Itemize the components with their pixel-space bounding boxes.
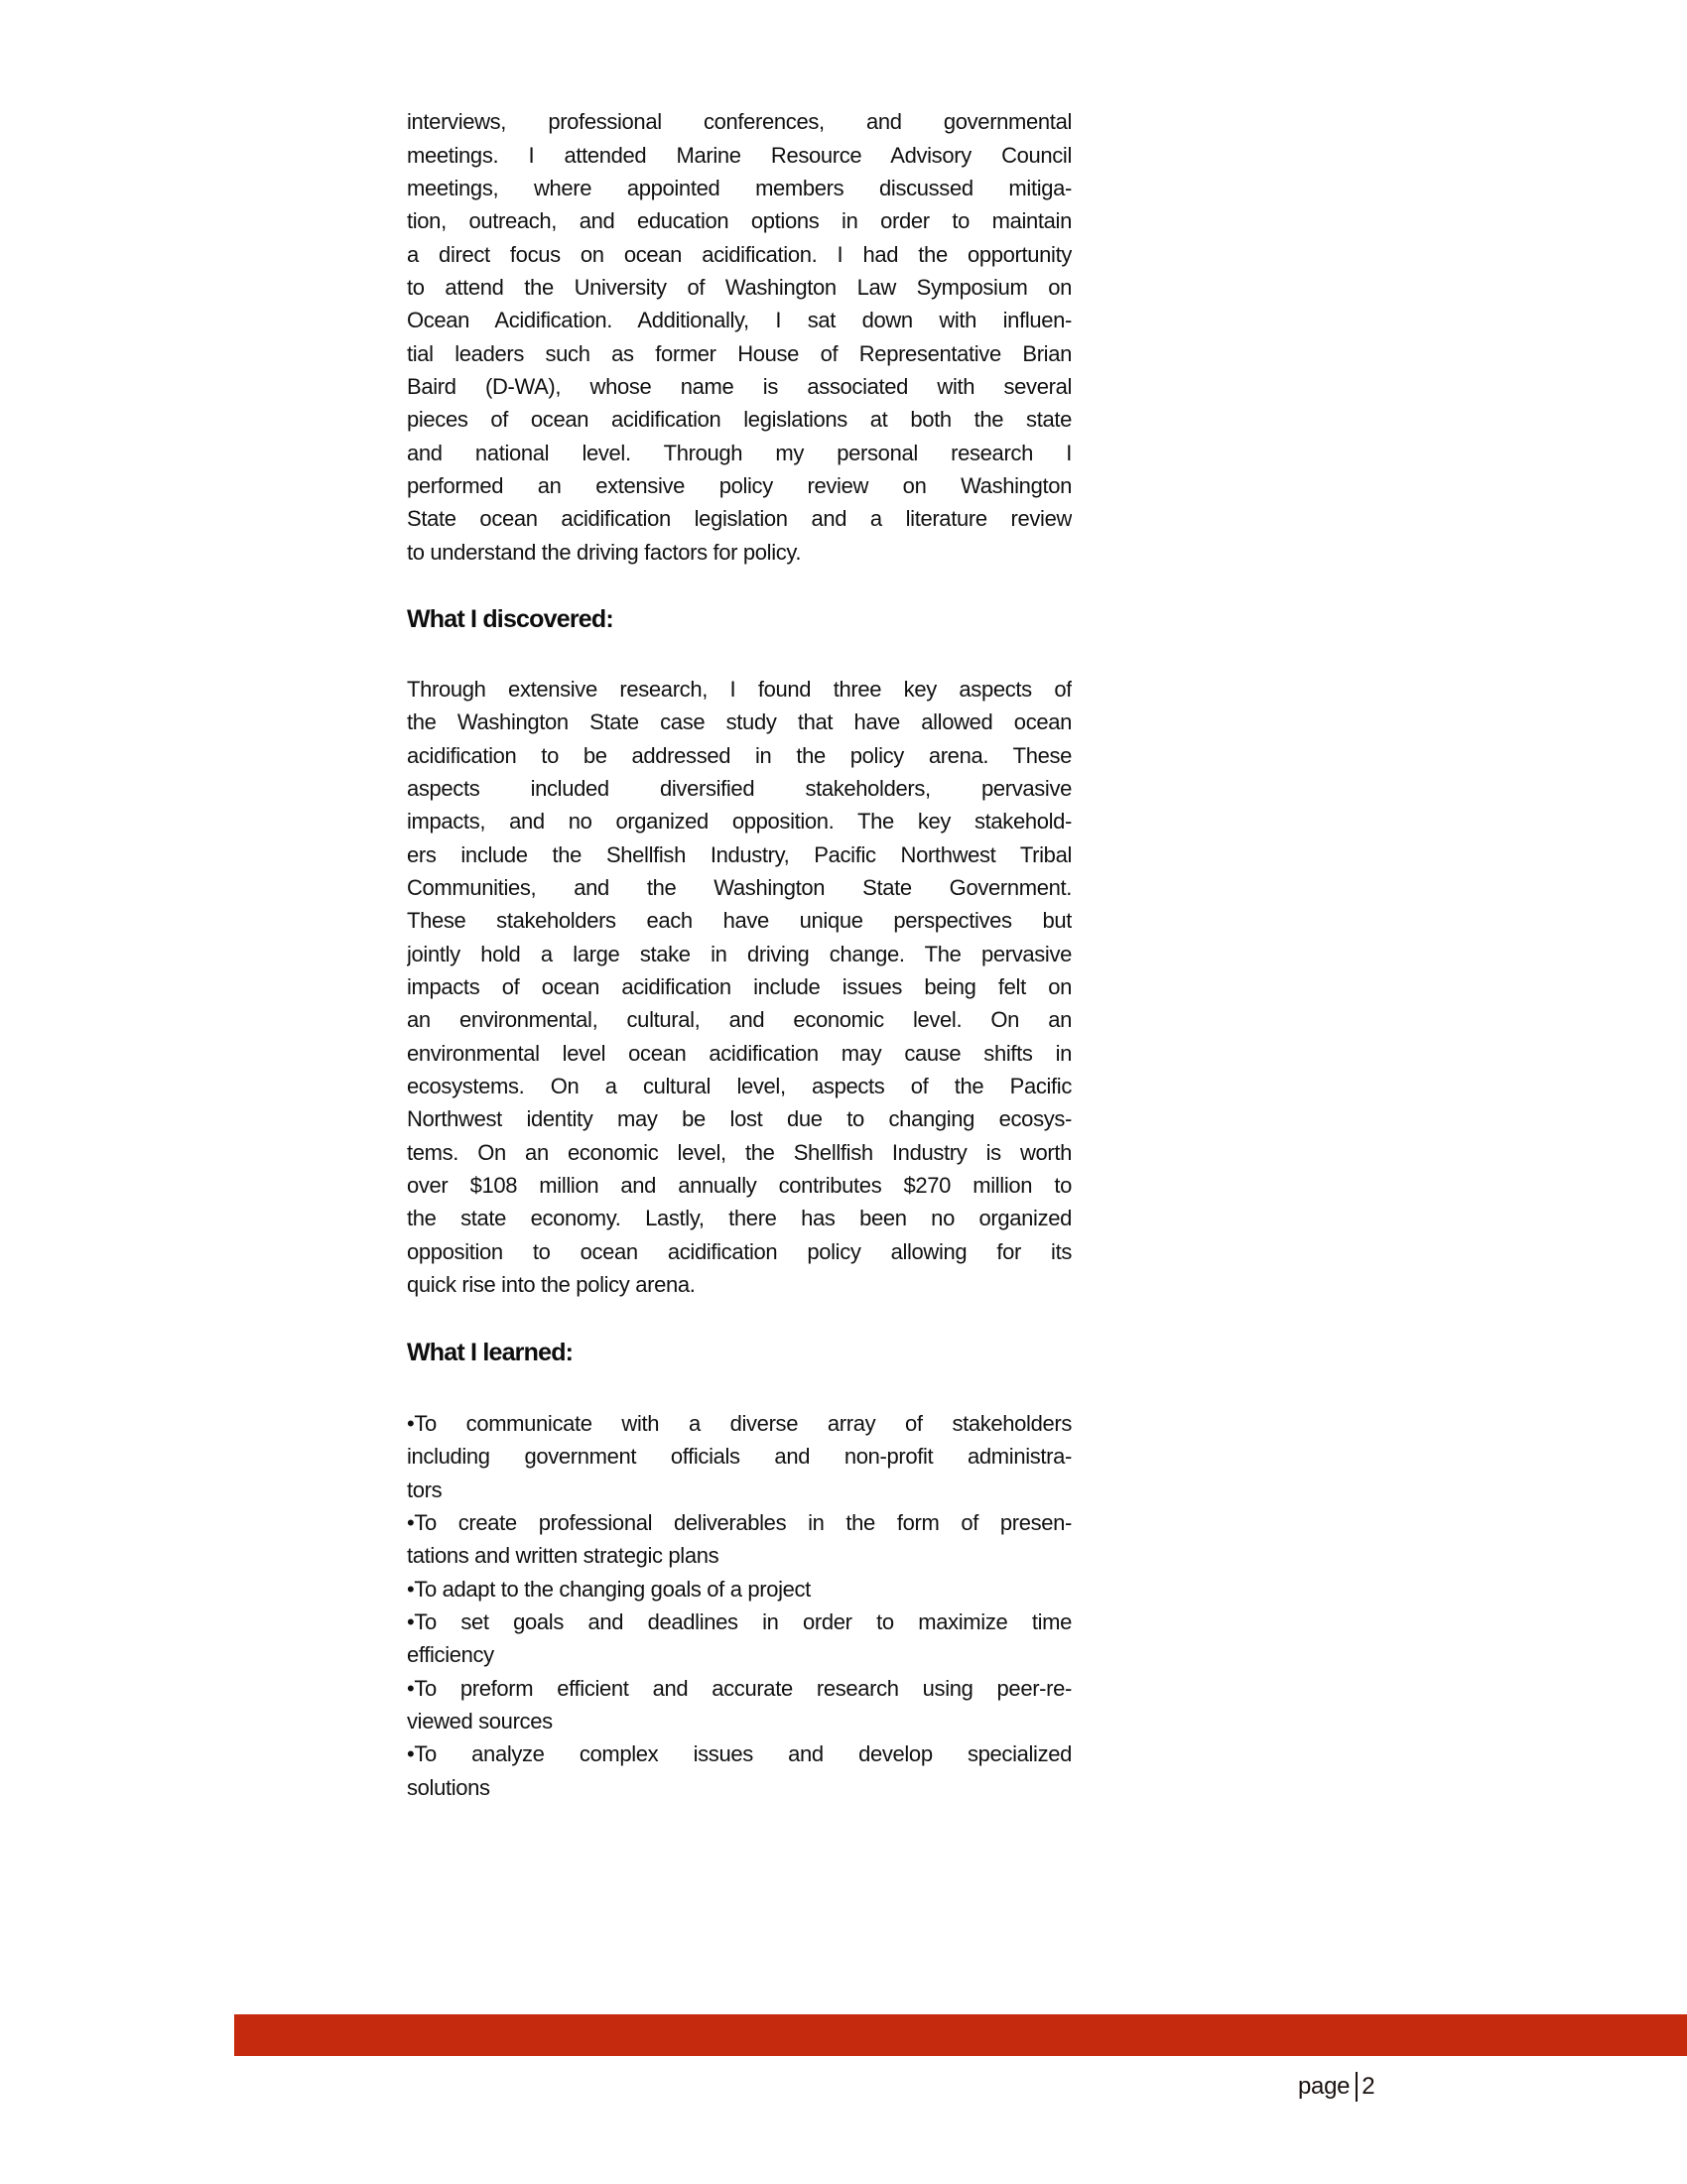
footer-accent-bar — [234, 2014, 1687, 2056]
text-line: acidification to be addressed in the policy arena. These — [407, 742, 1072, 768]
bullet-line: •To create professional deliverables in the form of presen- — [407, 1509, 1072, 1535]
text-line: and national level. Through my personal research I — [407, 440, 1072, 465]
text-line: Communities, and the Washington State Government. — [407, 874, 1072, 900]
text-line: pieces of ocean acidification legislations at both the state — [407, 407, 1072, 433]
intro-paragraph — [407, 105, 1072, 569]
text-line: impacts of ocean acidification include issues being felt on — [407, 973, 1072, 999]
text-line: tial leaders such as former House of Representative Brian — [407, 340, 1072, 366]
text-line: performed an extensive policy review on Washington — [407, 473, 1072, 498]
bullet-line: •To analyze complex issues and develop specialized — [407, 1741, 1072, 1767]
text-line: environmental level ocean acidification may cause shifts in — [407, 1040, 1072, 1066]
bullet-line: •To preform efficient and accurate research using peer-re- — [407, 1675, 1072, 1701]
text-line: tion, outreach, and education options in order to maintain — [407, 208, 1072, 234]
text-line: tems. On an economic level, the Shellfish Industry is worth — [407, 1139, 1072, 1165]
text-line: These stakeholders each have unique perspectives but — [407, 908, 1072, 934]
text-line: jointly hold a large stake in driving change. The pervasive — [407, 941, 1072, 966]
text-line: the Washington State case study that have allowed ocean — [407, 709, 1072, 735]
bullet-line: including government officials and non-profit administra- — [407, 1444, 1072, 1470]
text-line: over $108 million and annually contributes $270 million to — [407, 1172, 1072, 1198]
text-line: meetings, where appointed members discussed mitiga- — [407, 176, 1072, 201]
bullet-line: viewed sources — [407, 1708, 553, 1734]
text-line: Through extensive research, I found three key aspects of — [407, 677, 1072, 702]
learned-bullet-list — [407, 1407, 1072, 1804]
text-line: Ocean Acidification. Additionally, I sat down with influen- — [407, 308, 1072, 333]
page-number-separator — [1356, 2072, 1358, 2102]
text-line: a direct focus on ocean acidification. I had the opportunity — [407, 241, 1072, 267]
bullet-item — [407, 1573, 1072, 1606]
bullet-item — [407, 1407, 1072, 1506]
bullet-line: •To adapt to the changing goals of a project — [407, 1576, 811, 1602]
bullet-line: solutions — [407, 1774, 490, 1800]
text-line: aspects included diversified stakeholders, pervasive — [407, 775, 1072, 801]
page-number-value: 2 — [1362, 2073, 1375, 2100]
bullet-line: efficiency — [407, 1642, 494, 1668]
text-line: an environmental, cultural, and economic level. On an — [407, 1007, 1072, 1033]
bullet-item — [407, 1672, 1072, 1738]
bullet-item — [407, 1606, 1072, 1672]
bullet-line: •To set goals and deadlines in order to maximize time — [407, 1608, 1072, 1634]
text-line: Baird (D-WA), whose name is associated with several — [407, 374, 1072, 400]
text-line: meetings. I attended Marine Resource Advisory Council — [407, 142, 1072, 168]
text-line: the state economy. Lastly, there has been no organized — [407, 1206, 1072, 1231]
discovered-paragraph — [407, 673, 1072, 1301]
section-heading-learned: What I learned: — [407, 1339, 574, 1366]
text-line: impacts, and no organized opposition. The key stakehold- — [407, 809, 1072, 835]
page-label: page — [1298, 2073, 1351, 2100]
text-line: interviews, professional conferences, and governmental — [407, 109, 1072, 135]
text-line: quick rise into the policy arena. — [407, 1271, 696, 1297]
bullet-line: tations and written strategic plans — [407, 1543, 719, 1569]
text-line: ecosystems. On a cultural level, aspects of the Pacific — [407, 1073, 1072, 1098]
bullet-line: tors — [407, 1477, 443, 1502]
bullet-line: •To communicate with a diverse array of stakeholders — [407, 1411, 1072, 1436]
bullet-item — [407, 1737, 1072, 1804]
text-line: to understand the driving factors for policy. — [407, 539, 802, 565]
text-line: Northwest identity may be lost due to changing ecosys- — [407, 1106, 1072, 1132]
page-number — [1298, 2072, 1374, 2102]
text-line: State ocean acidification legislation and a literature review — [407, 506, 1072, 532]
text-line: ers include the Shellfish Industry, Pacific Northwest Tribal — [407, 841, 1072, 867]
text-line: opposition to ocean acidification policy allowing for its — [407, 1238, 1072, 1264]
text-line: to attend the University of Washington Law Symposium on — [407, 275, 1072, 301]
bullet-item — [407, 1506, 1072, 1573]
section-heading-discovered: What I discovered: — [407, 605, 613, 633]
